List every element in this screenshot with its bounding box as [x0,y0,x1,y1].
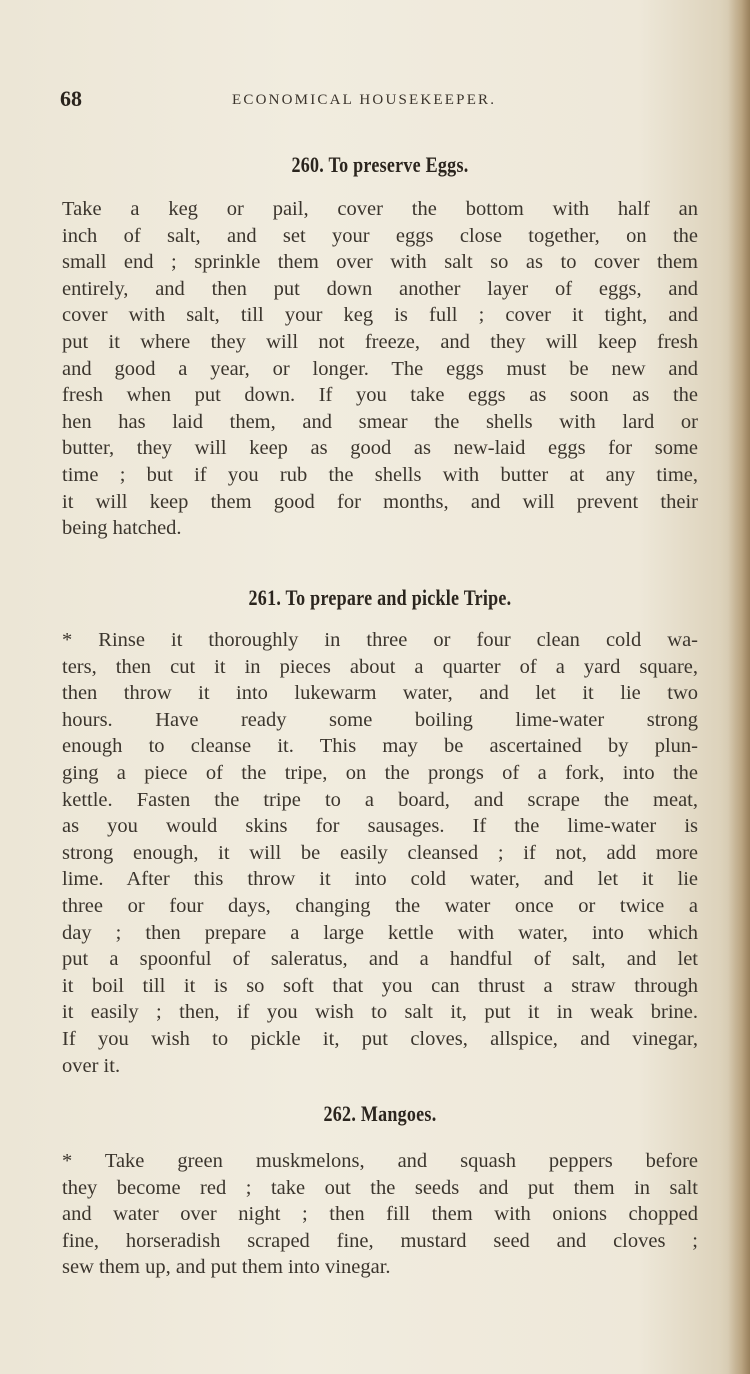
page-header [60,86,700,116]
body-line: over it. [62,1054,121,1077]
body-line: and water over night ; then fill them with onions chopped [62,1203,698,1226]
body-line: If you wish to pickle it, put cloves, allspice, and vinegar, [62,1027,698,1050]
body-line: ging a piece of the tripe, on the prongs of a fork, into the [62,761,698,784]
body-line: cover with salt, till your keg is full ; cover it tight, and [62,304,698,327]
body-line: butter, they will keep as good as new-laid eggs for some [62,437,698,460]
body-line: time ; but if you rub the shells with butter at any time, [62,463,698,486]
body-line: small end ; sprinkle them over with salt so as to cover them [62,251,698,274]
body-line: being hatched. [62,517,182,540]
body-line: as you would skins for sausages. If the lime-water is [62,815,698,838]
body-line: fine, horseradish scraped fine, mustard seed and cloves ; [62,1229,698,1252]
body-line: enough to cleanse it. This may be ascertained by plun- [62,735,698,758]
body-line: then throw it into lukewarm water, and let it lie two [62,682,698,705]
body-line: entirely, and then put down another layer of eggs, and [62,277,698,300]
recipe-heading-260: 260. To preserve Eggs. [291,152,469,177]
body-line: sew them up, and put them into vinegar. [62,1256,391,1279]
page-number: 68 [60,86,82,111]
body-line: put a spoonful of saleratus, and a handful of salt, and let [62,948,698,971]
running-head: ECONOMICAL HOUSEKEEPER. [232,92,497,108]
body-line: Take a keg or pail, cover the bottom with half an [62,198,698,220]
body-line: hen has laid them, and smear the shells with lard or [62,410,698,433]
recipe-heading-262: 262. Mangoes. [323,1101,437,1126]
page-edge-shadow [728,0,750,1374]
body-line: they become red ; take out the seeds and put them in salt [62,1176,698,1199]
body-line: and good a year, or longer. The eggs must be new and [62,357,698,380]
body-line: put it where they will not freeze, and they will keep fresh [62,330,698,353]
body-line: day ; then prepare a large kettle with water, into which [62,921,698,944]
body-line: hours. Have ready some boiling lime-water strong [62,708,698,731]
body-line: kettle. Fasten the tripe to a board, and scrape the meat, [62,788,698,811]
recipe-heading-261: 261. To prepare and pickle Tripe. [248,585,512,610]
body-line: * Rinse it thoroughly in three or four clean cold wa- [62,629,698,651]
body-line: ters, then cut it in pieces about a quarter of a yard square, [62,655,698,678]
recipe-body-262 [62,1148,698,1281]
body-line: it will keep them good for months, and will prevent their [62,490,698,513]
body-line: * Take green muskmelons, and squash peppers before [62,1150,698,1172]
body-line: three or four days, changing the water once or twice a [62,894,698,917]
body-line: strong enough, it will be easily cleansed ; if not, add more [62,841,698,864]
body-line: it boil till it is so soft that you can thrust a straw through [62,974,698,997]
body-line: it easily ; then, if you wish to salt it, put it in weak brine. [62,1001,698,1024]
recipe-body-261 [62,627,698,1079]
body-line: inch of salt, and set your eggs close together, on the [62,224,698,247]
body-line: lime. After this throw it into cold water, and let it lie [62,868,698,891]
body-line: fresh when put down. If you take eggs as soon as the [62,384,698,407]
recipe-body-260 [62,196,698,542]
